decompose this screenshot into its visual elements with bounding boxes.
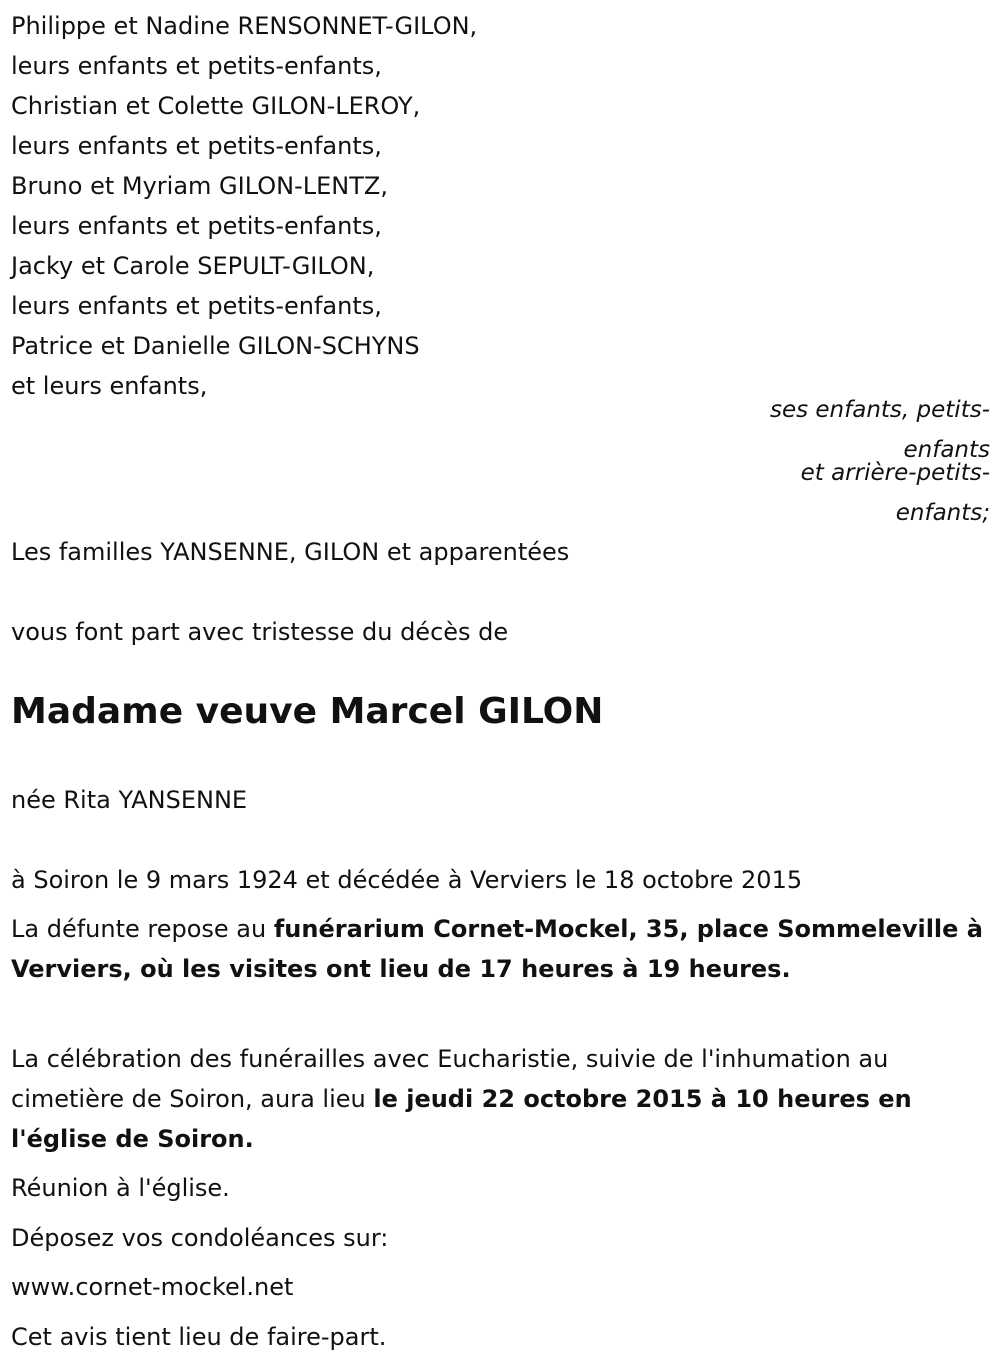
celebration-details: le jeudi 22 octobre 2015 à 10 heures en l'église de Soiron. [11,1085,912,1153]
family-line: Bruno et Myriam GILON-LENTZ, [11,172,388,200]
descendants-line: enfants [903,437,990,463]
birth-name: née Rita YANSENNE [11,786,248,814]
dates-line: à Soiron le 9 mars 1924 et décédée à Verviers le 18 octobre 2015 [11,866,803,894]
celebration-intro: La célébration des funérailles avec Eucharistie, suivie de l'inhumation au cimetière de Soiron, aura lieu [11,1045,889,1113]
repose-paragraph [11,909,986,989]
families-line: Les familles YANSENNE, GILON et apparentées [11,538,570,566]
family-line: leurs enfants et petits-enfants, [11,212,382,240]
announcement: vous font part avec tristesse du décès de [11,618,509,646]
repose-details: funérarium Cornet-Mockel, 35, place Sommeleville à Verviers, où les visites ont lieu de 17 heures à 19 heures. [11,915,983,983]
family-line: Christian et Colette GILON-LEROY, [11,92,421,120]
deceased-name: Madame veuve Marcel GILON [11,691,604,732]
descendants-line: enfants; [895,500,990,526]
reunion-line: Réunion à l'église. [11,1174,230,1202]
family-line: Philippe et Nadine RENSONNET-GILON, [11,12,478,40]
descendants-line: ses enfants, petits- [769,397,990,423]
family-line: Jacky et Carole SEPULT-GILON, [11,252,375,280]
family-line: Patrice et Danielle GILON-SCHYNS [11,332,420,360]
family-line: et leurs enfants, [11,372,208,400]
closing-line: Cet avis tient lieu de faire-part. [11,1323,387,1351]
descendants-line: et arrière-petits- [800,460,990,486]
repose-intro: La défunte repose au [11,915,274,943]
family-line: leurs enfants et petits-enfants, [11,292,382,320]
celebration-paragraph [11,1039,986,1159]
condolences-line: Déposez vos condoléances sur: [11,1224,389,1252]
family-line: leurs enfants et petits-enfants, [11,132,382,160]
website-link[interactable]: www.cornet-mockel.net [11,1273,294,1301]
family-line: leurs enfants et petits-enfants, [11,52,382,80]
